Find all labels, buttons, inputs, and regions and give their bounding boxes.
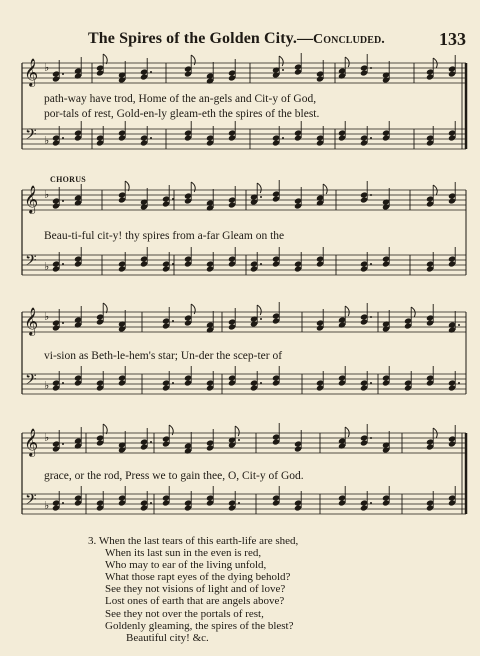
verse-line: Lost ones of earth that are angels above? <box>105 595 285 608</box>
verse-line: Who may to ear of the living unfold, <box>105 559 267 572</box>
dot <box>62 73 64 75</box>
treble-clef-icon: 𝄞 <box>24 58 39 86</box>
dot <box>370 316 372 318</box>
verse-line: When its last sun in the even is red, <box>105 547 262 560</box>
dot <box>150 502 152 504</box>
lyric-system2: Beau-ti-ful cit-y! thy spires from a-far Gleam on the <box>44 230 285 242</box>
flat-sign-icon: ♭ <box>44 431 50 444</box>
dot <box>62 322 64 324</box>
verse-line <box>88 535 298 547</box>
flat-sign-icon: ♭ <box>44 188 50 201</box>
note-flag <box>235 426 239 436</box>
note-flag <box>191 304 195 314</box>
dot <box>370 137 372 139</box>
flat-sign-icon: ♭ <box>44 260 50 273</box>
verse-number: 3. <box>88 535 97 547</box>
dot <box>370 263 372 265</box>
bass-clef-icon: 𝄢 <box>25 252 37 273</box>
dot <box>260 382 262 384</box>
note-flag <box>279 56 283 66</box>
note-flag <box>345 57 349 67</box>
dot <box>150 441 152 443</box>
title-text: The Spires of the Golden City.— <box>88 30 314 47</box>
dot <box>150 137 152 139</box>
bass-clef-icon: 𝄢 <box>25 126 37 147</box>
flat-sign-icon: ♭ <box>44 499 50 512</box>
dot <box>62 200 64 202</box>
dot <box>150 71 152 73</box>
dot <box>62 137 64 139</box>
bass-clef-icon: 𝄢 <box>25 371 37 392</box>
verse-line-text: When the last tears of this earth-life are shed, <box>98 535 299 547</box>
dot <box>370 502 372 504</box>
title-concluded: Concluded. <box>313 32 385 47</box>
verse-3 <box>88 535 298 644</box>
dot <box>172 263 174 265</box>
chorus-label: CHORUS <box>50 175 87 184</box>
verse-line: See they not visions of light and of love? <box>105 583 286 596</box>
note-flag <box>191 55 195 65</box>
dot <box>370 382 372 384</box>
note-flag <box>103 54 107 64</box>
note-flag <box>257 183 261 193</box>
lyric-system3: vi-sion as Beth-le-hem's star; Un-der the scep-ter of <box>44 350 283 362</box>
note-flag <box>103 424 107 434</box>
dot <box>62 263 64 265</box>
treble-clef-icon: 𝄞 <box>24 307 39 335</box>
dot <box>458 324 460 326</box>
dot <box>172 320 174 322</box>
note-flag <box>257 305 261 315</box>
page-number: 133 <box>439 29 466 49</box>
dot <box>370 67 372 69</box>
lyric-system4: grace, or the rod, Press we to gain thee, O, Cit-y of God. <box>44 470 304 482</box>
note-flag <box>103 303 107 313</box>
note-flag <box>191 182 195 192</box>
dot <box>260 196 262 198</box>
dot <box>238 502 240 504</box>
note-flag <box>345 306 349 316</box>
note-flag <box>345 427 349 437</box>
verse-line: What those rapt eyes of the dying behold? <box>105 571 291 584</box>
treble-clef-icon: 𝄞 <box>24 185 39 213</box>
dot <box>458 382 460 384</box>
dot <box>62 443 64 445</box>
flat-sign-icon: ♭ <box>44 61 50 74</box>
flat-sign-icon: ♭ <box>44 379 50 392</box>
flat-sign-icon: ♭ <box>44 310 50 323</box>
dot <box>282 137 284 139</box>
dot <box>62 502 64 504</box>
verse-line: Beautiful city! &c. <box>126 631 209 644</box>
bass-clef-icon: 𝄢 <box>25 491 37 512</box>
verse-line: See they not over the portals of rest, <box>105 607 264 620</box>
dot <box>260 318 262 320</box>
verse-line: Goldenly gleaming, the spires of the blest? <box>105 619 294 632</box>
dot <box>62 382 64 384</box>
treble-clef-icon: 𝄞 <box>24 428 39 456</box>
dot <box>370 194 372 196</box>
dot <box>370 437 372 439</box>
note-flag <box>169 425 173 435</box>
dot <box>282 69 284 71</box>
note-flag <box>125 181 129 191</box>
lyric-system1-line2: por-tals of rest, Gold-en-ly gleam-eth the spires of the blest. <box>44 108 320 120</box>
lyric-system1-line1: path-way have trod, Home of the an-gels and Cit-y of God, <box>44 93 317 105</box>
dot <box>260 263 262 265</box>
dot <box>238 439 240 441</box>
flat-sign-icon: ♭ <box>44 134 50 147</box>
dot <box>172 382 174 384</box>
dot <box>172 198 174 200</box>
note-flag <box>323 184 327 194</box>
